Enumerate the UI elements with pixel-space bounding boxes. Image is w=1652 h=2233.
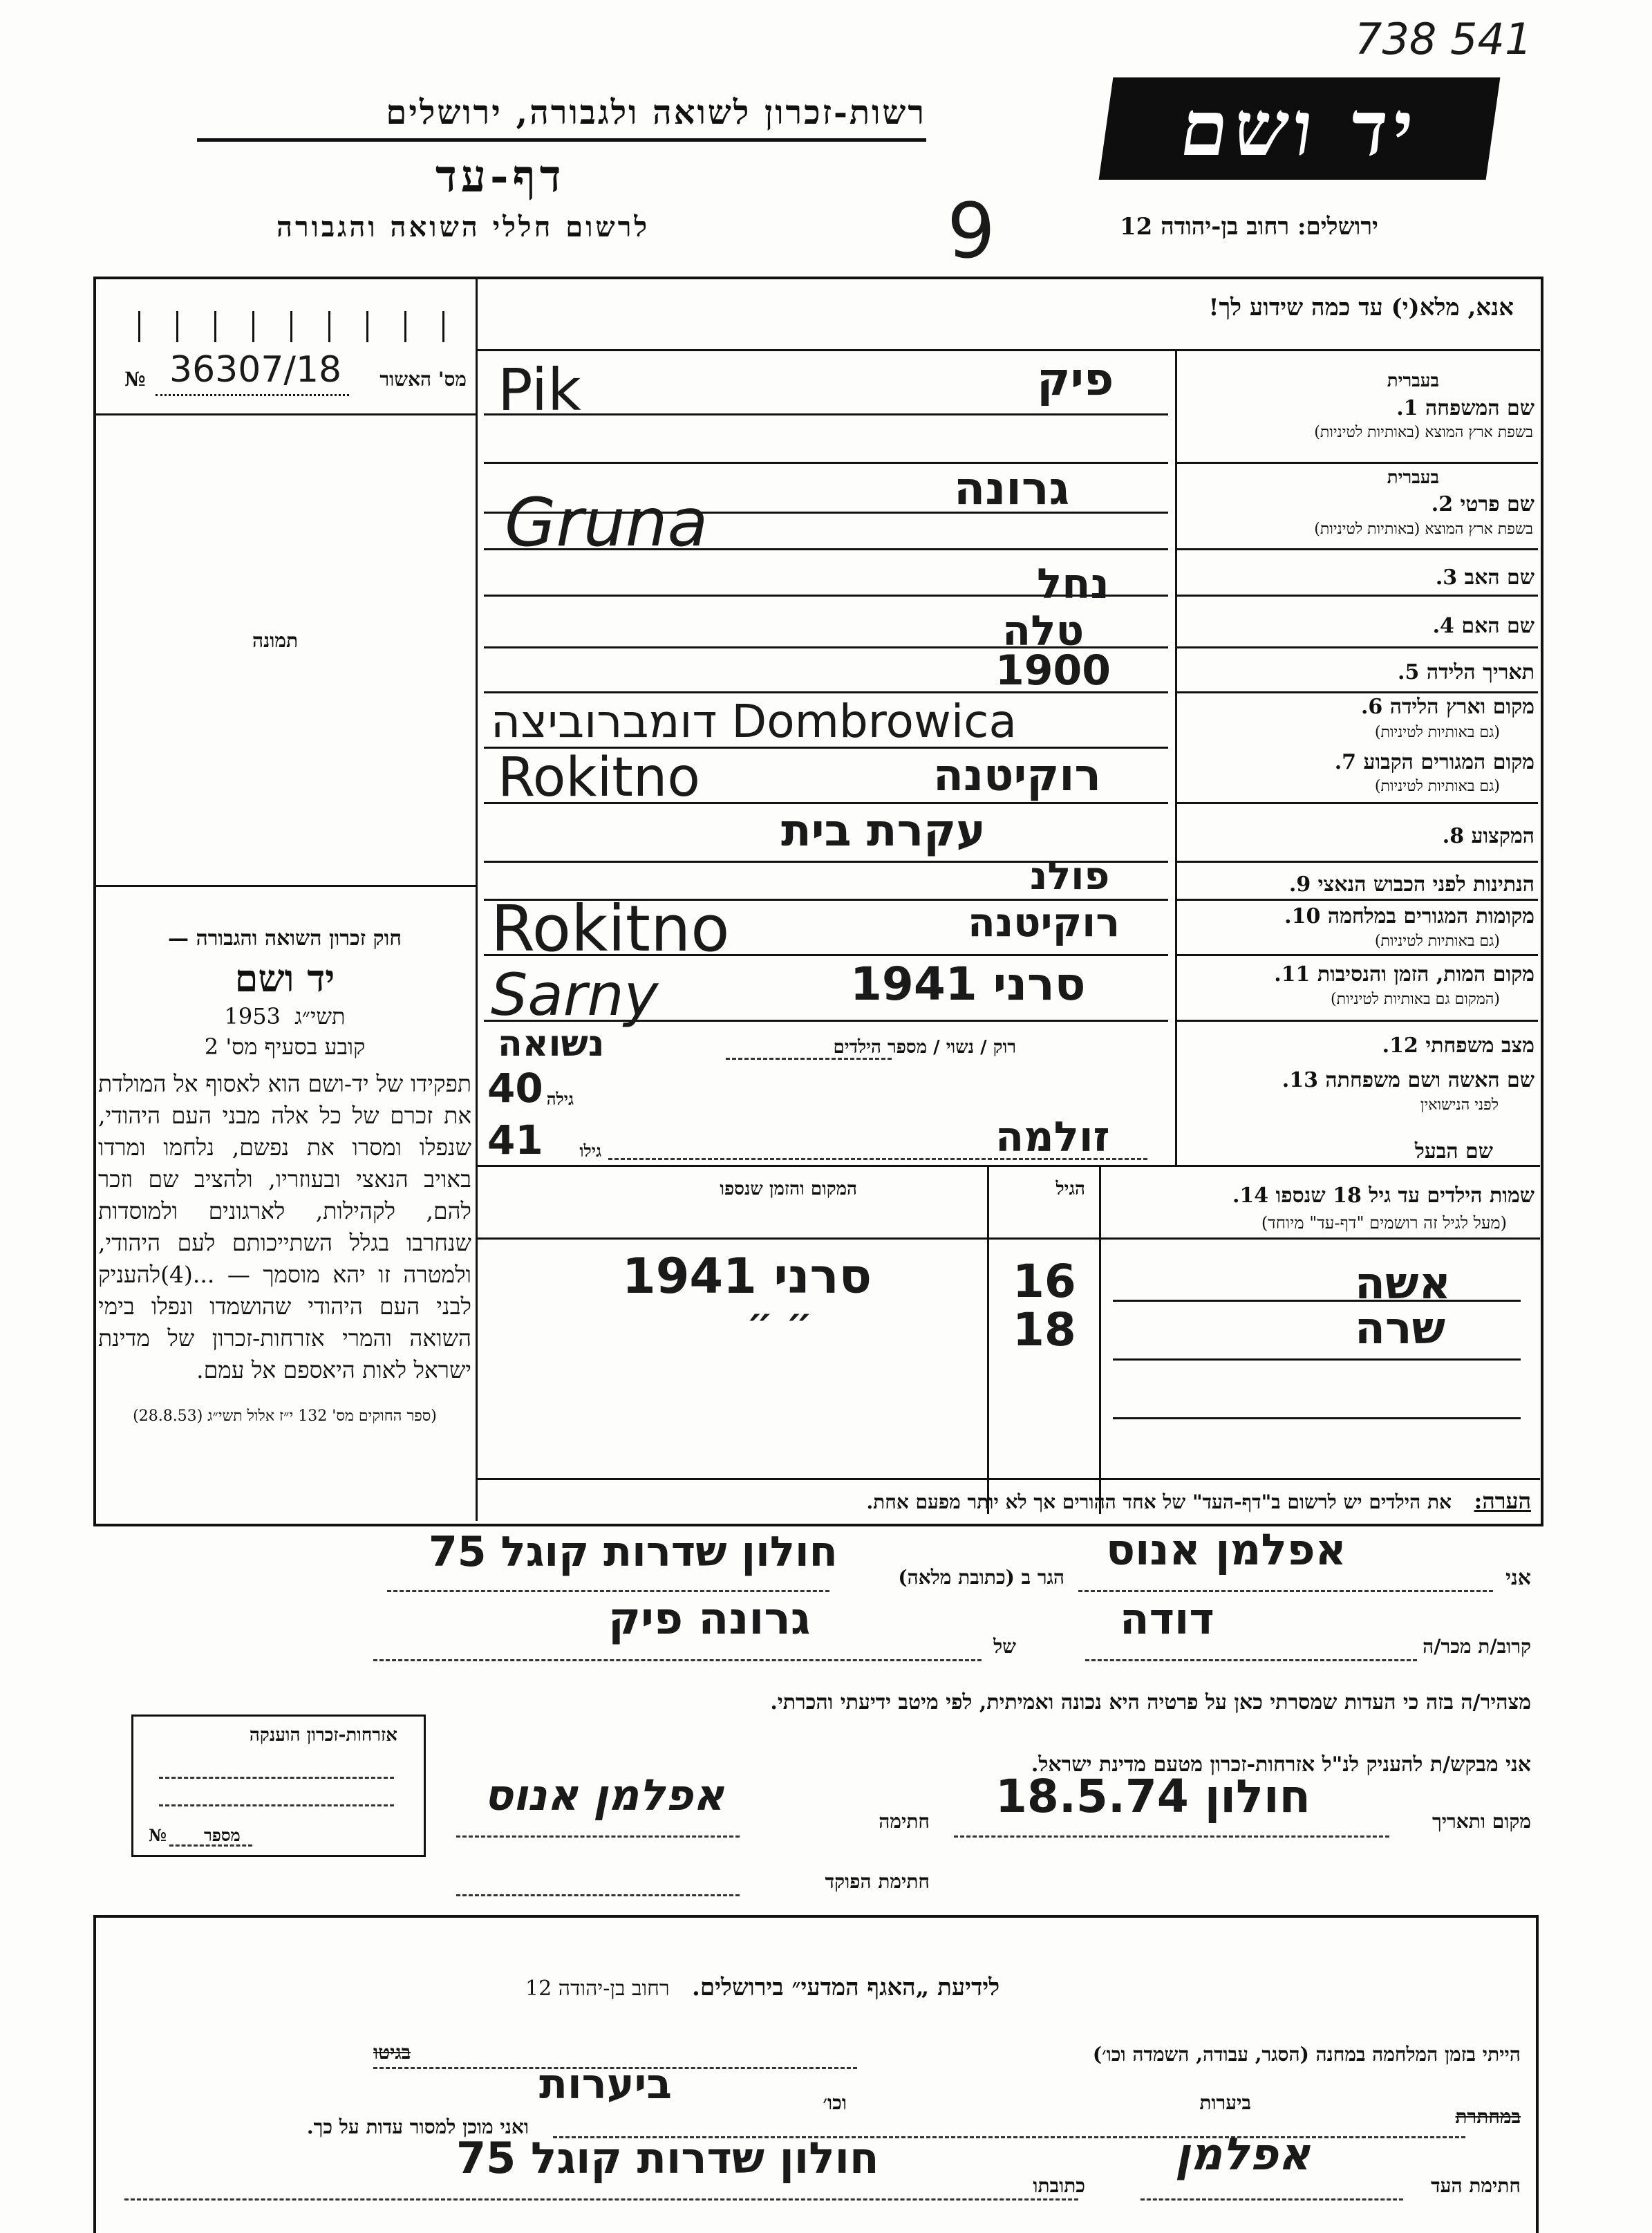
tick (176, 311, 178, 342)
declaration-text: מצהיר/ה בזה כי העדות שמסרתי כאן על פרטיה היא נכונה ואמיתית, לפי מיטב ידיעתי והכרתי. (770, 1690, 1531, 1715)
bottom-top-line (93, 1915, 1538, 1918)
husband-age-label: גילו (579, 1141, 601, 1161)
field-10-label (1284, 904, 1534, 928)
archive-number: 738 541 (1355, 14, 1532, 64)
field-4-label-text: שם האם (1461, 614, 1534, 638)
field-10-value-latin: Rokitno (491, 892, 730, 966)
wife-age-label: גילה (546, 1089, 574, 1109)
field-8-value: עקרת בית (781, 805, 986, 857)
field-10-label-text: מקומות המגורים במלחמה (1327, 904, 1534, 928)
row-line-11 (476, 1165, 1540, 1167)
declarant-resident-label: הגר ב (כתובת מלאה) (898, 1566, 1064, 1589)
row-line-9 (1175, 954, 1538, 956)
field-3-value: נחל (1037, 560, 1109, 608)
declarant-address-line (387, 1590, 829, 1592)
law-title: חוק זכרון השואה והגבורה — (168, 926, 402, 951)
field-4-num: 4. (1432, 614, 1454, 638)
approval-no-sign: № (124, 368, 146, 391)
field-7-num: 7. (1334, 750, 1357, 774)
field-13-num: 13. (1282, 1068, 1318, 1092)
in-hebrew-2: בעברית (1387, 467, 1439, 488)
children-place-header: המקום והזמן שנספו (720, 1179, 857, 1199)
field-11-num: 11. (1274, 962, 1311, 987)
field-12-label-text: מצב משפחתי (1425, 1034, 1534, 1058)
note-label: הערה: (1474, 1488, 1531, 1514)
field-3-label (1436, 566, 1534, 590)
law-clause: קובע בסעיף מס' 2 (204, 1034, 366, 1060)
field-8-label (1443, 824, 1534, 848)
field-7-sub: (גם באותיות לטיניות) (1374, 778, 1500, 795)
relative-line (1085, 1659, 1417, 1661)
field-2-label-text: שם פרטי (1460, 492, 1534, 516)
field-6-sub: (גם באותיות לטיניות) (1374, 724, 1500, 741)
bottom-left-border (93, 1915, 96, 2233)
field-9-label-text: הנתינות לפני הכבוש הנאצי (1317, 872, 1534, 897)
field-4-label (1433, 614, 1534, 638)
officer-label: חתימת הפוקד (825, 1870, 930, 1893)
children-col-1 (987, 1165, 989, 1514)
place-date-label: מקום ותאריך (1432, 1810, 1531, 1833)
witness-signature: אפלמן (1175, 2129, 1311, 2180)
tick (290, 311, 292, 342)
bottom-right-border (1536, 1915, 1539, 2233)
field-11-value-hebrew: סרני 1941 (850, 957, 1086, 1011)
child-1-age: 16 (1013, 1255, 1076, 1308)
tick (328, 311, 330, 342)
husband-value: זולמה (995, 1113, 1110, 1161)
row-line-7 (1175, 861, 1538, 863)
children-rule-1 (1113, 1300, 1521, 1302)
request-text: אני מבקש/ת להעניק לנ"ל אזרחות-זכרון מטעם מדינת ישראל. (1031, 1753, 1531, 1777)
of-name: גרונה פיק (608, 1594, 811, 1645)
law-ref: (ספר החוקים מס' 132 י״ז אלול תשי״ג (28.8.53) (133, 1408, 437, 1425)
children-num: 14. (1232, 1184, 1269, 1208)
child-2-name: שרה (1355, 1303, 1446, 1354)
note-top-line (476, 1478, 1540, 1480)
field-12-line (726, 1058, 892, 1060)
children-rule-3 (1113, 1417, 1521, 1419)
handwritten-mark: 9 (947, 187, 995, 275)
sidebar-divider (476, 277, 478, 1521)
relative-label: קרוב/ת מכר/ה (1423, 1635, 1531, 1658)
law-sidebar (98, 926, 471, 1425)
field-11-label (1274, 962, 1534, 987)
field-8-label-text: המקצוע (1471, 824, 1534, 848)
signature-label: חתימה (879, 1810, 930, 1833)
row-line-3 (1175, 595, 1538, 597)
husband-label: שם הבעל (1414, 1139, 1493, 1164)
of-line (373, 1659, 982, 1661)
field-9-value: פולנ (1030, 854, 1110, 899)
bottom-line2-value: ביערות (539, 2060, 672, 2109)
field-2-sub: בשפת ארץ המוצא (באותיות לטיניות) (1314, 521, 1533, 538)
photo-bottom-line (93, 885, 477, 887)
header-authority: רשות-זכרון לשואה ולגבורה, ירושלים (386, 93, 926, 132)
photo-top-line (93, 413, 477, 415)
bottom-line1-label: הייתי בזמן המלחמה במחנה (הסגר, עבודה, השמדה וכו׳) (1092, 2043, 1521, 2066)
citizenship-dash-2 (159, 1804, 394, 1806)
children-label (1232, 1184, 1534, 1208)
field-10-value-hebrew: רוקיטנה (968, 899, 1120, 946)
law-body: תפקידו של יד-ושם הוא לאסוף אל המולדת את זכרם של כל אלה מבני העם היהודי, שנפלו ומסרו את נפשם, נלחמו ומרדו באויב הנאצי ובעוזריו, ולהציב שם וזכר להם, לקהילות, לארגונים ולמוסדות שנחרבו בגלל השתייכותם לעם היהודי, ולמטרה זו יהא מוסמך — ...(4)להעניק לבני העם היהודי שהושמדו ונפלו בימי השואה והמרי אזרחות-זכרון של מדינת ישראל לאות היאספם אל עמם. (98, 1070, 471, 1383)
field-10-sub: (גם באותיות לטיניות) (1374, 933, 1500, 950)
citizenship-no-sign: № (149, 1825, 167, 1845)
tick (252, 311, 254, 342)
field-13-label (1282, 1068, 1534, 1092)
field-6-label (1361, 695, 1534, 719)
field-2-label (1432, 492, 1534, 516)
field-9-label (1289, 872, 1534, 897)
value-line-1a (484, 413, 1168, 415)
tick (366, 311, 368, 342)
bottom-testify-label: ואני מוכן למסור עדות על כך. (306, 2115, 529, 2138)
bottom-address: רחוב בן-יהודה 12 (525, 1977, 670, 2001)
field-7-label-text: מקום המגורים הקבוע (1363, 750, 1534, 774)
row-line-2 (1175, 548, 1538, 550)
declarant-i-label: אני (1505, 1566, 1531, 1590)
husband-age-value: 41 (487, 1116, 543, 1164)
child-1-name: אשה (1355, 1258, 1452, 1309)
approval-number: 36307/18 (169, 349, 342, 391)
row-line-4 (1175, 646, 1538, 648)
field-6-num: 6. (1360, 695, 1383, 719)
field-6-value: דומברוביצה Dombrowica (491, 695, 1017, 748)
bottom-etc-label: וכו׳ (823, 2091, 847, 2114)
declarant-name: אפלמן אנוס (1106, 1524, 1346, 1575)
approval-line (156, 394, 349, 396)
field-12-num: 12. (1382, 1034, 1418, 1058)
field-7-label (1335, 750, 1534, 774)
bottom-underground-label: במחתרת (1455, 2105, 1521, 2128)
field-5-label (1398, 660, 1534, 684)
citizenship-title: אזרחות-זכרון הוענקה (249, 1725, 397, 1746)
bottom-line1-value: בגיטו (373, 2041, 411, 2064)
witness-address: חולון שדרות קוגל 75 (456, 2133, 879, 2183)
field-5-num: 5. (1398, 660, 1420, 684)
field-11-label-text: מקום המות, הזמן והנסיבות (1317, 962, 1534, 987)
field-1-num: 1. (1396, 396, 1418, 420)
field-9-num: 9. (1288, 872, 1311, 897)
tick (442, 311, 444, 342)
citizenship-dash-1 (159, 1777, 394, 1779)
place-date-value: חולון 18.5.74 (995, 1770, 1311, 1823)
of-label: של (993, 1635, 1016, 1658)
citizenship-number-line (169, 1844, 252, 1847)
child-2-place: ״ ״ (747, 1300, 813, 1343)
field-2-value-hebrew: גרונה (954, 462, 1070, 515)
children-col-2 (1099, 1165, 1101, 1514)
photo-label: תמונה (252, 629, 299, 652)
field-1-value-hebrew: פיק (1037, 353, 1114, 406)
relation-value: דודה (1120, 1594, 1214, 1644)
field-7-value-hebrew: רוקיטנה (933, 750, 1101, 801)
row-line-5 (1175, 691, 1538, 693)
field-1-sub: בשפת ארץ המוצא (באותיות לטיניות) (1314, 424, 1533, 441)
declarant-signature: אפלמן אנוס (484, 1770, 724, 1820)
field-5-value: 1900 (995, 646, 1111, 695)
witness-signature-line (1141, 2198, 1403, 2201)
form-title: דף-עד (435, 151, 565, 203)
row-line-10 (1175, 1020, 1538, 1022)
law-name: יד ושם (234, 956, 335, 1000)
declarant-name-line (1078, 1590, 1493, 1592)
witness-address-label: כתובתו (1033, 2174, 1085, 2197)
children-label-text: שמות הילדים עד גיל 18 שנספו (1275, 1184, 1534, 1208)
place-date-line (954, 1835, 1389, 1838)
field-1-value-latin: Pik (498, 356, 581, 424)
wife-age-value: 40 (487, 1065, 543, 1112)
field-2-num: 2. (1431, 492, 1454, 516)
children-age-header: הגיל (1055, 1179, 1085, 1199)
header-underline (197, 138, 926, 142)
field-3-num: 3. (1435, 566, 1458, 590)
signature-line (456, 1835, 740, 1838)
field-6-label-text: מקום וארץ הלידה (1389, 695, 1534, 719)
bottom-forests-label: ביערות (1199, 2091, 1251, 2114)
approval-label: מס' האשור (379, 368, 467, 391)
tick (138, 311, 140, 342)
ticks-row (124, 311, 456, 346)
tick (404, 311, 406, 342)
officer-line (456, 1894, 740, 1896)
field-1-label-text: שם המשפחה (1425, 396, 1534, 420)
field-3-label-text: שם האב (1464, 566, 1534, 590)
tick (214, 311, 216, 342)
instructions-line (476, 349, 1540, 351)
field-11-value-latin: Sarny (491, 961, 659, 1029)
child-1-place: סרני 1941 (622, 1248, 872, 1305)
law-year-he (98, 1003, 471, 1029)
yad-vashem-logo: יד ושם (1099, 77, 1501, 180)
field-10-num: 10. (1284, 904, 1321, 928)
field-5-label-text: תאריך הלידה (1426, 660, 1534, 684)
instructions: אנא, מלא(י) עד כמה שידוע לך! (1208, 294, 1514, 321)
declarant-address: חולון שדרות קוגל 75 (429, 1528, 838, 1576)
note-text: את הילדים יש לרשום ב"דף-העד" של אחד ההורים אך לא יותר מפעם אחת. (866, 1491, 1452, 1513)
row-line-8 (1175, 899, 1538, 901)
field-13-sub: לפני הנישואין (1420, 1096, 1499, 1114)
children-sub: (מעל לגיל זה רושמים "דף-עד" מיוחד) (1261, 1213, 1507, 1233)
field-8-num: 8. (1442, 824, 1465, 848)
in-hebrew-1: בעברית (1387, 371, 1439, 391)
law-year: 1953 (224, 1003, 281, 1029)
field-7-value-latin: Rokitno (498, 747, 700, 809)
header-address: ירושלים: רחוב בן-יהודה 12 (1120, 213, 1378, 241)
field-11-sub: (המקום גם באותיות לטיניות) (1331, 991, 1500, 1008)
form-subtitle: לרשום חללי השואה והגבורה (276, 211, 650, 243)
field-12-value: נשואה (498, 1023, 605, 1065)
witness-signature-label: חתימת העד (1431, 2174, 1521, 2197)
law-year-hebrew: תשי״ג (294, 1003, 346, 1029)
field-1-label (1396, 396, 1534, 420)
row-line-6 (1175, 802, 1538, 804)
bottom-title (525, 1974, 999, 2001)
row-line-1 (1175, 462, 1538, 464)
citizenship-number-label: מספר (204, 1825, 241, 1845)
child-2-age: 18 (1013, 1303, 1076, 1356)
children-header-line (476, 1237, 1540, 1240)
children-rule-2 (1113, 1358, 1521, 1361)
labels-divider (1175, 349, 1177, 1165)
field-13-label-text: שם האשה ושם משפחתה (1325, 1068, 1534, 1092)
field-12-options: רוק / נשוי / מספר הילדים (833, 1037, 1016, 1058)
bottom-title-text: לידיעת „האגף המדעי״ בירושלים. (692, 1974, 1000, 2001)
witness-address-line (124, 2198, 1078, 2201)
field-4-value: טלה (1002, 607, 1085, 655)
field-12-label (1382, 1034, 1534, 1058)
field-2-value-latin: Gruna (505, 484, 708, 561)
